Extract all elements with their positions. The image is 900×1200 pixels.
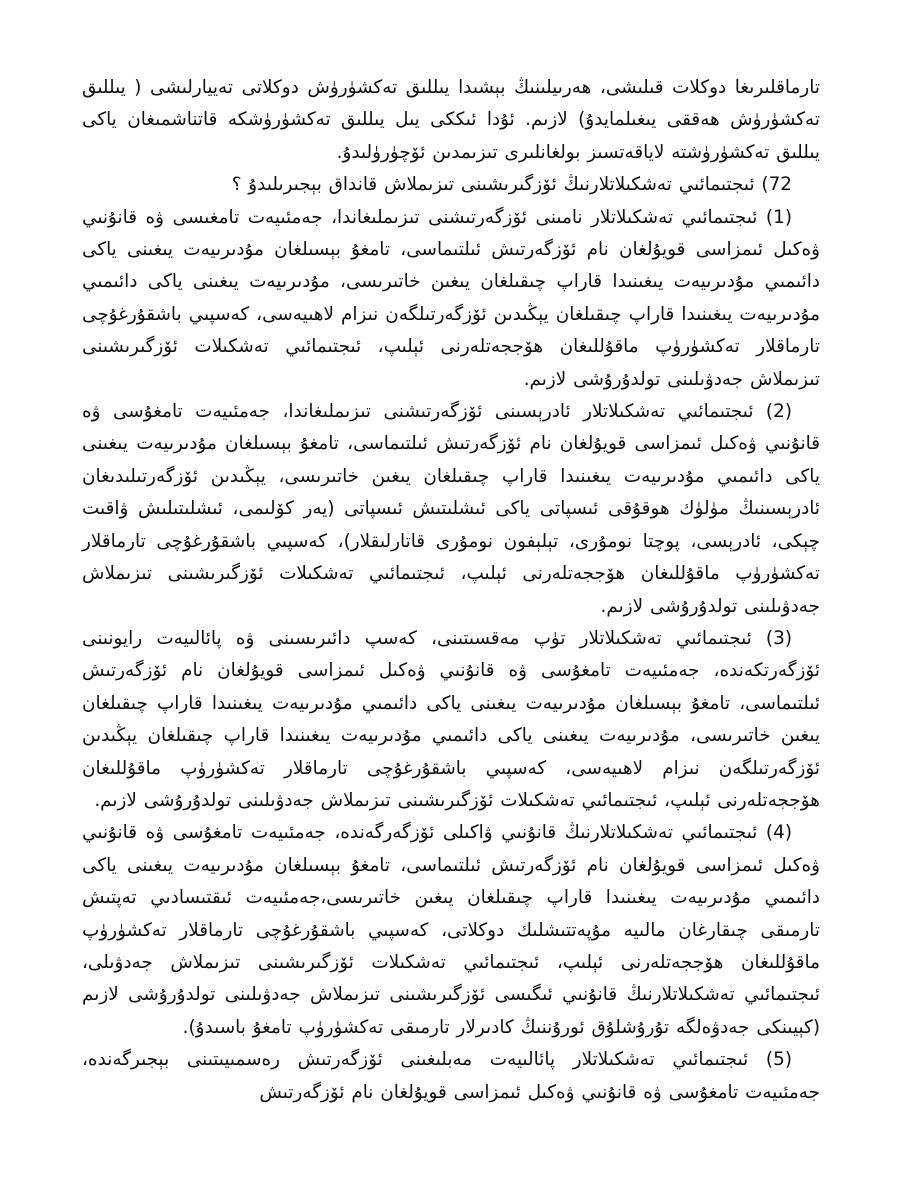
paragraph-3: (3) ئىجتىمائىي تەشكىلاتلار تۈپ مەقسىتىنى، كەسپ دائىرىسىنى ۋە پائالىيەت رايونىنى ئۆزگەرتكەندە، جەمئىيەت تامغۇسى ۋە قانۇنىي ۋەكىل ئىمزاسى قويۇلغان نام ئۆزگەرتىش ئىلتىماسى، تامغۇ بېسىلغان مۇدىرىيەت يىغىنى ياكى دائىمىي مۇدىرىيەت يىغىنىدا قاراپ چىقىلغان يىغىن خاتىرىسى، مۇدىرىيەت يىغىنى ياكى دائىمىي مۇدىرىيەت يىغىنىدا قاراپ چىقىلغان يېڭىدىن ئۆزگەرتىلگەن نىزام لاھىيەسى، كەسپىي باشقۇرغۇچى تارماقلار تەكشۈرۈپ ماقۇللىغان ھۆججەتلەرنى ئېلىپ، ئىجتىمائىي تەشكىلات ئۆزگىرىشىنى تىزىملاش جەدۋىلىنى تولدۇرۇشى لازىم. <box>82 627 820 811</box>
paragraph-5: (5) ئىجتىمائىي تەشكىلاتلار پائالىيەت مەبلىغىنى ئۆزگەرتىش رەسمىيىتىنى بېجىرگەندە، جەمئىيەت تامغۇسى ۋە قانۇنىي ۋەكىل ئىمزاسى قويۇلغان نام ئۆزگەرتىش <box>82 1049 820 1103</box>
intro-paragraph: تارماقلىرىغا دوكلات قىلىشى، ھەرىيلىنىڭ بېشىدا يىللىق تەكشۈرۈش دوكلاتى تەييارلىشى ( يىللىق تەكشۈرۈش ھەققى يىغىلمايدۇ) لازىم. ئۇدا ئىككى يىل يىللىق تەكشۈرۈشكە قاتناشمىغان ياكى يىللىق تەكشۈرۈشتە لاياقەتسىز بولغانلىرى تىزىمدىن ئۆچۈرۈلىدۇ. <box>82 77 820 163</box>
question-heading: 72) ئىجتىمائىي تەشكىلاتلارنىڭ ئۆزگىرىشىنى تىزىملاش قانداق بېجىرىلىدۇ ؟ <box>231 174 792 196</box>
paragraph-2: (2) ئىجتىمائىي تەشكىلاتلار ئادرېسىنى ئۆزگەرتىشنى تىزىملىغاندا، جەمئىيەت تامغۇسى ۋە قانۇنىي ۋەكىل ئىمزاسى قويۇلغان نام ئۆزگەرتىش ئىلتىماسى، تامغۇ بېسىلغان مۇدىرىيەت يىغىنى ياكى دائىمىي مۇدىرىيەت يىغىنىدا قاراپ چىقىلغان يىغىن خاتىرىسى، يېڭىدىن ئۆزگەرتىلىدىغان ئادرېسىنىڭ مۈلۈك ھوقۇقى ئىسپاتى ياكى ئىشلىتىش ئىسپاتى (يەر كۆلىمى، ئىشلىتىلىش ۋاقىت چېكى، ئادرېسى، پوچتا نومۇرى، تېلېفون نومۇرى قاتارلىقلار)، كەسپىي باشقۇرغۇچى تارماقلار تەكشۈرۈپ ماقۇللىغان ھۆججەتلەرنى ئېلىپ، ئىجتىمائىي تەشكىلات ئۆزگىرىشىنى تىزىملاش جەدۋىلىنى تولدۇرۇشى لازىم. <box>82 401 820 617</box>
paragraph-1: (1) ئىجتىمائىي تەشكىلاتلار نامىنى ئۆزگەرتىشنى تىزىملىغاندا، جەمئىيەت تامغىسى ۋە قانۇنىي ۋەكىل ئىمزاسى قويۇلغان نام ئۆزگەرتىش ئىلتىماسى، تامغۇ بېسىلغان مۇدىرىيەت يىغىنى ياكى دائىمىي مۇدىرىيەت يىغىنىدا قاراپ چىقىلغان يىغىن خاتىرىسى، مۇدىرىيەت يىغىنى ياكى دائىمىي مۇدىرىيەت يىغىنىدا قاراپ چىقىلغان يېڭىدىن ئۆزگەرتىلگەن نىزام لاھىيەسى، كەسپىي باشقۇرغۇچى تارماقلار تەكشۈرۈپ ماقۇللىغان ھۆججەتلەرنى ئېلىپ، ئىجتىمائىي تەشكىلات ئۆزگىرىشىنى تىزىملاش جەدۋىلىنى تولدۇرۇشى لازىم. <box>82 206 820 390</box>
paragraph-4: (4) ئىجتىمائىي تەشكىلاتلارنىڭ قانۇنىي ۋاكىلى ئۆزگەرگەندە، جەمئىيەت تامغۇسى ۋە قانۇنىي ۋەكىل ئىمزاسى قويۇلغان نام ئۆزگەرتىش ئىلتىماسى، تامغۇ بېسىلغان مۇدىرىيەت يىغىنى ياكى دائىمىي مۇدىرىيەت يىغىنىدا قاراپ چىقىلغان يىغىن خاتىرىسى،جەمئىيەت ئىقتىسادىي تەپتىش تارمىقى چىقارغان مالىيە مۇپەتتىشلىك دوكلاتى، كەسپىي باشقۇرغۇچى تارماقلار تەكشۈرۈپ ماقۇللىغان ھۆججەتلەرنى ئېلىپ، ئىجتىمائىي تەشكىلات ئۆزگىرىشىنى تىزىملاش جەدۋىلى، ئىجتىمائىي تەشكىلاتلارنىڭ قانۇنىي ئىگىسى ئۆزگىرىشىنى تىزىملاش جەدۋىلىنى تولدۇرۇشى لازىم (كېيىنكى جەدۋەلگە تۇرۇشلۇق ئورۇننىڭ كادىرلار تارمىقى تەكشۈرۈپ تامغۇ باسىدۇ). <box>82 822 820 1038</box>
